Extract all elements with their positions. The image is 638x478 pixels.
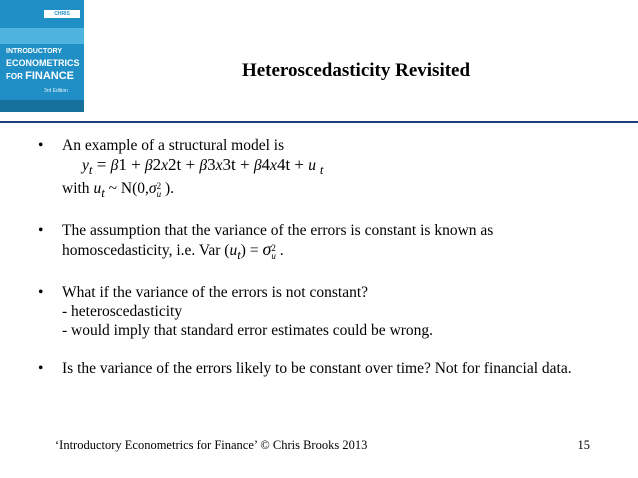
with-text: with [62, 180, 94, 198]
sigma-sq: 2 [156, 180, 162, 191]
ut-u: u [93, 180, 102, 198]
var-sigma: σ [262, 239, 272, 260]
bullet-marker: • [38, 137, 44, 154]
eq-two-b: 2 [168, 155, 177, 174]
cover-finance: FINANCE [25, 70, 75, 82]
cover-title-line3 [6, 70, 74, 82]
sigma-symbol: σ [148, 180, 157, 198]
eq-beta2: β [144, 157, 153, 174]
sub-point-heteroscedasticity: - heteroscedasticity [62, 303, 183, 321]
cover-for: FOR [6, 72, 23, 81]
book-cover-image [0, 0, 84, 112]
title-divider [0, 121, 638, 123]
eq-sub-t-u: t [319, 162, 324, 178]
bullet-text: Is the variance of the errors likely to be constant over time? Not for financial data. [62, 360, 572, 378]
eq-x3: x [215, 157, 223, 174]
bullet-non-constant [38, 283, 598, 340]
cover-author: CHRIS BROOKS [44, 10, 80, 18]
eq-y: y [82, 157, 89, 174]
eq-x4: x [270, 157, 277, 174]
eq-plus4: + [290, 155, 309, 174]
var-text: homoscedasticity, i.e. Var ( [62, 242, 230, 260]
cover-title-line2: ECONOMETRICS [6, 58, 80, 68]
eq-t4: t [285, 155, 291, 174]
bullet-text: An example of a structural model is [62, 137, 285, 154]
bullet-marker: • [38, 222, 44, 240]
var-equals: ) = [240, 242, 263, 260]
ut-t: t [101, 185, 105, 201]
bullet-marker: • [38, 360, 44, 378]
page-number: 15 [577, 438, 590, 452]
eq-four-b: 4 [276, 155, 286, 174]
eq-beta4: β [253, 157, 262, 174]
cover-stripe [0, 100, 84, 112]
spacer [38, 264, 598, 283]
eq-three: 3 [207, 155, 216, 174]
cover-edition: 3rd Edition [44, 88, 68, 94]
spacer [38, 340, 598, 359]
eq-plus3: + [235, 155, 254, 174]
eq-four: 4 [261, 155, 271, 174]
eq-plus2: + [181, 155, 200, 174]
bullet-text: What if the variance of the errors is not constant? [62, 284, 369, 302]
eq-three-b: 3 [222, 155, 231, 174]
eq-u: u [308, 157, 317, 174]
cover-band [0, 28, 84, 44]
footer-source: ‘Introductory Econometrics for Finance’ © Chris Brooks 2013 [55, 438, 368, 452]
model-equation [62, 155, 598, 179]
eq-equals: = [92, 155, 111, 174]
eq-one: 1 [118, 155, 127, 174]
var-t: t [237, 247, 241, 263]
eq-two: 2 [152, 155, 162, 174]
bullet-over-time [38, 359, 598, 378]
bullet-structural-model [38, 136, 598, 202]
bullet-marker: • [38, 284, 44, 302]
bullet-text: The assumption that the variance of the errors is constant is known as [62, 222, 494, 240]
variance-definition [62, 240, 598, 264]
sub-point-standard-errors: - would imply that standard error estimates could be wrong. [62, 322, 434, 340]
slide-content [38, 136, 598, 378]
var-end: . [275, 242, 284, 260]
dist-close: ). [161, 180, 174, 198]
var-sigma-sq: 2 [271, 242, 276, 253]
cover-title-line1: INTRODUCTORY [6, 48, 62, 55]
eq-x2: x [161, 157, 169, 174]
sigma-sub-u: u [156, 188, 162, 199]
bullet-homoscedasticity [38, 221, 598, 264]
eq-t2: t [176, 155, 182, 174]
error-distribution [62, 179, 598, 202]
eq-sub-t: t [88, 162, 93, 178]
slide-title: Heteroscedasticity Revisited [241, 60, 471, 81]
var-u: u [229, 242, 238, 260]
dist-text: ~ N(0, [104, 180, 149, 198]
var-sigma-sub-u: u [271, 250, 276, 261]
eq-beta3: β [199, 157, 208, 174]
eq-plus1: + [126, 155, 145, 174]
eq-beta1: β [110, 157, 119, 174]
spacer [38, 202, 598, 221]
eq-t3: t [230, 155, 236, 174]
slide-footer [55, 438, 590, 453]
